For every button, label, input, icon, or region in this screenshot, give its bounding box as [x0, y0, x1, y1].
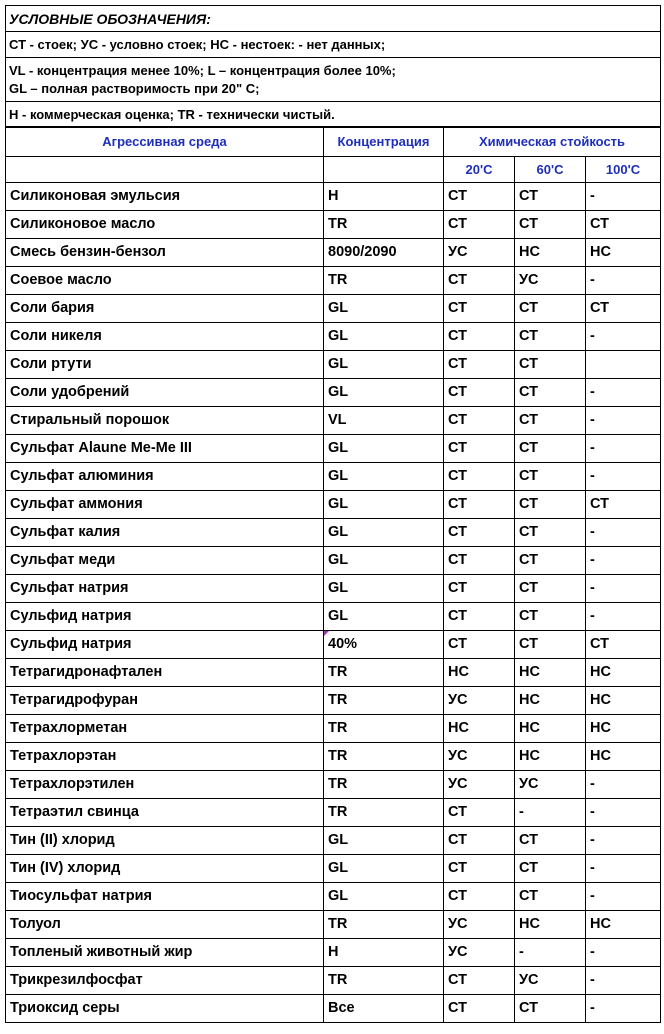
- cell-100c: -: [590, 972, 595, 988]
- cell-concentration: TR: [324, 715, 444, 742]
- cell-100c: -: [590, 412, 595, 428]
- cell-20c: СТ: [444, 631, 515, 658]
- cell-medium: Топленый животный жир: [6, 939, 324, 966]
- legend-line-vl-l: VL - концентрация менее 10%; L – концентрация более 10%;: [9, 63, 396, 78]
- table-row: [6, 575, 660, 603]
- table-subheader-row: [6, 157, 660, 183]
- cell-100c: -: [590, 888, 595, 904]
- cell-100c: -: [590, 1000, 595, 1016]
- cell-concentration: TR: [324, 659, 444, 686]
- cell-100c: НС: [590, 916, 611, 932]
- table-row: [6, 211, 660, 239]
- cell-medium: Сульфат натрия: [6, 575, 324, 602]
- cell-medium: Толуол: [6, 911, 324, 938]
- cell-20c: СТ: [444, 323, 515, 350]
- table-row: [6, 967, 660, 995]
- cell-concentration: GL: [324, 883, 444, 910]
- cell-medium: Соли никеля: [6, 323, 324, 350]
- cell-100c: -: [590, 188, 595, 204]
- legend-resistance-codes: СТ - стоек; УС - условно стоек; НС - нестоек: - нет данных;: [6, 32, 660, 58]
- table-row: [6, 911, 660, 939]
- cell-medium: Сульфат калия: [6, 519, 324, 546]
- table-row: [6, 883, 660, 911]
- cell-concentration: 8090/2090: [324, 239, 444, 266]
- cell-60c: СТ: [515, 827, 586, 854]
- header-medium: Агрессивная среда: [6, 128, 324, 156]
- cell-100c: -: [590, 468, 595, 484]
- cell-concentration: TR: [324, 967, 444, 994]
- cell-medium: Сульфат аммония: [6, 491, 324, 518]
- cell-20c: СТ: [444, 575, 515, 602]
- cell-medium: Сульфат Alaune Me-Me III: [6, 435, 324, 462]
- cell-concentration: GL: [324, 827, 444, 854]
- subheader-empty-medium: [6, 157, 324, 182]
- header-resistance: Химическая стойкость: [478, 134, 626, 149]
- cell-20c: СТ: [444, 295, 515, 322]
- cell-concentration: GL: [324, 575, 444, 602]
- header-concentration: Концентрация: [324, 128, 444, 156]
- cell-100c: -: [590, 552, 595, 568]
- cell-60c: НС: [515, 715, 586, 742]
- cell-medium: Тетрагидрофуран: [6, 687, 324, 714]
- cell-100c: НС: [590, 692, 611, 708]
- cell-20c: СТ: [444, 799, 515, 826]
- cell-medium: Силиконовая эмульсия: [6, 183, 324, 210]
- cell-100c: СТ: [590, 636, 609, 652]
- cell-20c: СТ: [444, 827, 515, 854]
- cell-medium: Тетрахлорэтан: [6, 743, 324, 770]
- cell-60c: СТ: [515, 379, 586, 406]
- table-row: [6, 183, 660, 211]
- cell-100c: -: [590, 440, 595, 456]
- cell-60c: СТ: [515, 435, 586, 462]
- cell-60c: СТ: [515, 883, 586, 910]
- table-row: [6, 491, 660, 519]
- cell-20c: СТ: [444, 379, 515, 406]
- cell-concentration: Н: [324, 939, 444, 966]
- cell-20c: СТ: [444, 547, 515, 574]
- cell-60c: НС: [515, 743, 586, 770]
- cell-100c: -: [590, 944, 595, 960]
- cell-60c: СТ: [515, 575, 586, 602]
- cell-60c: СТ: [515, 631, 586, 658]
- cell-60c: НС: [515, 687, 586, 714]
- cell-20c: УС: [444, 743, 515, 770]
- table-body: [6, 183, 660, 1023]
- table-row: [6, 631, 660, 659]
- table-row: [6, 659, 660, 687]
- legend-line-gl: GL – полная растворимость при 20" С;: [9, 81, 260, 96]
- table-row: [6, 687, 660, 715]
- cell-medium: Соли удобрений: [6, 379, 324, 406]
- cell-comment-marker: [324, 631, 329, 636]
- cell-60c: СТ: [515, 463, 586, 490]
- cell-20c: СТ: [444, 211, 515, 238]
- cell-60c: СТ: [515, 519, 586, 546]
- cell-20c: СТ: [444, 183, 515, 210]
- cell-concentration: VL: [324, 407, 444, 434]
- cell-100c: -: [590, 860, 595, 876]
- cell-medium: Стиральный порошок: [6, 407, 324, 434]
- cell-20c: СТ: [444, 463, 515, 490]
- cell-100c: НС: [590, 244, 611, 260]
- cell-concentration: TR: [324, 743, 444, 770]
- cell-medium: Сульфид натрия: [6, 603, 324, 630]
- cell-20c: СТ: [444, 967, 515, 994]
- cell-100c: СТ: [590, 496, 609, 512]
- cell-concentration: GL: [324, 855, 444, 882]
- cell-100c: СТ: [590, 300, 609, 316]
- cell-concentration: TR: [324, 771, 444, 798]
- cell-60c: СТ: [515, 351, 586, 378]
- chemical-resistance-table: [5, 5, 661, 1023]
- cell-medium: Тетрахлорэтилен: [6, 771, 324, 798]
- cell-concentration: TR: [324, 267, 444, 294]
- cell-100c: -: [590, 328, 595, 344]
- cell-60c: НС: [515, 239, 586, 266]
- table-row: [6, 771, 660, 799]
- cell-20c: СТ: [444, 519, 515, 546]
- cell-60c: СТ: [515, 547, 586, 574]
- cell-medium: Смесь бензин-бензол: [6, 239, 324, 266]
- cell-concentration: TR: [324, 687, 444, 714]
- table-row: [6, 519, 660, 547]
- cell-medium: Сульфат меди: [6, 547, 324, 574]
- cell-medium: Соевое масло: [6, 267, 324, 294]
- cell-100c: [586, 351, 660, 378]
- cell-100c: НС: [590, 664, 611, 680]
- cell-100c: -: [590, 832, 595, 848]
- cell-medium: Тин (IV) хлорид: [6, 855, 324, 882]
- cell-100c: -: [590, 524, 595, 540]
- cell-20c: СТ: [444, 995, 515, 1022]
- cell-20c: СТ: [444, 855, 515, 882]
- table-row: [6, 939, 660, 967]
- cell-medium: Сульфид натрия: [6, 631, 324, 658]
- cell-20c: НС: [444, 715, 515, 742]
- cell-medium: Силиконовое масло: [6, 211, 324, 238]
- cell-concentration: GL: [324, 463, 444, 490]
- cell-concentration: TR: [324, 211, 444, 238]
- cell-20c: УС: [444, 239, 515, 266]
- cell-100c: НС: [590, 720, 611, 736]
- table-row: [6, 827, 660, 855]
- table-row: [6, 743, 660, 771]
- cell-medium: Сульфат алюминия: [6, 463, 324, 490]
- cell-20c: УС: [444, 687, 515, 714]
- cell-60c: -: [515, 799, 586, 826]
- cell-medium: Тин (II) хлорид: [6, 827, 324, 854]
- cell-medium: Тиосульфат натрия: [6, 883, 324, 910]
- cell-20c: СТ: [444, 407, 515, 434]
- cell-concentration: 40%: [324, 631, 444, 658]
- cell-20c: СТ: [444, 267, 515, 294]
- cell-60c: -: [515, 939, 586, 966]
- table-row: [6, 715, 660, 743]
- cell-concentration: TR: [324, 799, 444, 826]
- subheader-empty-concentration: [324, 157, 444, 182]
- legend-grade-codes: Н - коммерческая оценка; TR - технически чистый.: [6, 102, 660, 128]
- cell-100c: -: [590, 272, 595, 288]
- cell-100c: -: [590, 608, 595, 624]
- table-row: [6, 463, 660, 491]
- table-header-row: [6, 128, 660, 157]
- cell-100c: НС: [590, 748, 611, 764]
- cell-concentration: TR: [324, 911, 444, 938]
- header-60c: 60'С: [515, 157, 586, 182]
- cell-concentration: GL: [324, 379, 444, 406]
- table-row: [6, 603, 660, 631]
- header-20c: 20'С: [444, 157, 515, 182]
- cell-concentration: GL: [324, 603, 444, 630]
- table-row: [6, 435, 660, 463]
- table-row: [6, 799, 660, 827]
- cell-20c: УС: [444, 771, 515, 798]
- cell-concentration: GL: [324, 323, 444, 350]
- table-row: [6, 239, 660, 267]
- cell-20c: СТ: [444, 883, 515, 910]
- cell-20c: СТ: [444, 435, 515, 462]
- legend-title: УСЛОВНЫЕ ОБОЗНАЧЕНИЯ:: [6, 6, 660, 32]
- cell-20c: СТ: [444, 603, 515, 630]
- cell-20c: УС: [444, 911, 515, 938]
- table-row: [6, 379, 660, 407]
- cell-100c: -: [590, 580, 595, 596]
- cell-medium: Тетраэтил свинца: [6, 799, 324, 826]
- cell-60c: СТ: [515, 183, 586, 210]
- cell-medium: Трикрезилфосфат: [6, 967, 324, 994]
- cell-60c: НС: [515, 659, 586, 686]
- cell-60c: УС: [515, 267, 586, 294]
- table-row: [6, 995, 660, 1023]
- cell-20c: СТ: [444, 351, 515, 378]
- table-row: [6, 295, 660, 323]
- table-row: [6, 267, 660, 295]
- cell-100c: -: [590, 776, 595, 792]
- cell-concentration: GL: [324, 351, 444, 378]
- header-100c: 100'С: [605, 162, 641, 177]
- cell-100c: -: [590, 384, 595, 400]
- cell-100c: -: [590, 804, 595, 820]
- cell-60c: СТ: [515, 491, 586, 518]
- cell-concentration: GL: [324, 519, 444, 546]
- cell-60c: СТ: [515, 295, 586, 322]
- cell-medium: Соли бария: [6, 295, 324, 322]
- cell-60c: СТ: [515, 603, 586, 630]
- legend-concentration-codes: [6, 58, 660, 102]
- cell-60c: СТ: [515, 323, 586, 350]
- cell-concentration: GL: [324, 491, 444, 518]
- cell-100c: СТ: [590, 216, 609, 232]
- table-row: [6, 855, 660, 883]
- cell-60c: СТ: [515, 407, 586, 434]
- cell-60c: НС: [515, 911, 586, 938]
- cell-20c: НС: [444, 659, 515, 686]
- cell-60c: УС: [515, 771, 586, 798]
- cell-concentration: Н: [324, 183, 444, 210]
- table-row: [6, 547, 660, 575]
- cell-concentration: Все: [324, 995, 444, 1022]
- cell-concentration: GL: [324, 435, 444, 462]
- cell-concentration: GL: [324, 295, 444, 322]
- cell-60c: УС: [515, 967, 586, 994]
- cell-20c: СТ: [444, 491, 515, 518]
- cell-medium: Соли ртути: [6, 351, 324, 378]
- cell-60c: СТ: [515, 211, 586, 238]
- cell-concentration: GL: [324, 547, 444, 574]
- cell-medium: Триоксид серы: [6, 995, 324, 1022]
- table-row: [6, 407, 660, 435]
- cell-60c: СТ: [515, 855, 586, 882]
- table-row: [6, 351, 660, 379]
- cell-60c: СТ: [515, 995, 586, 1022]
- table-row: [6, 323, 660, 351]
- cell-20c: УС: [444, 939, 515, 966]
- cell-medium: Тетрагидронафтален: [6, 659, 324, 686]
- cell-medium: Тетрахлорметан: [6, 715, 324, 742]
